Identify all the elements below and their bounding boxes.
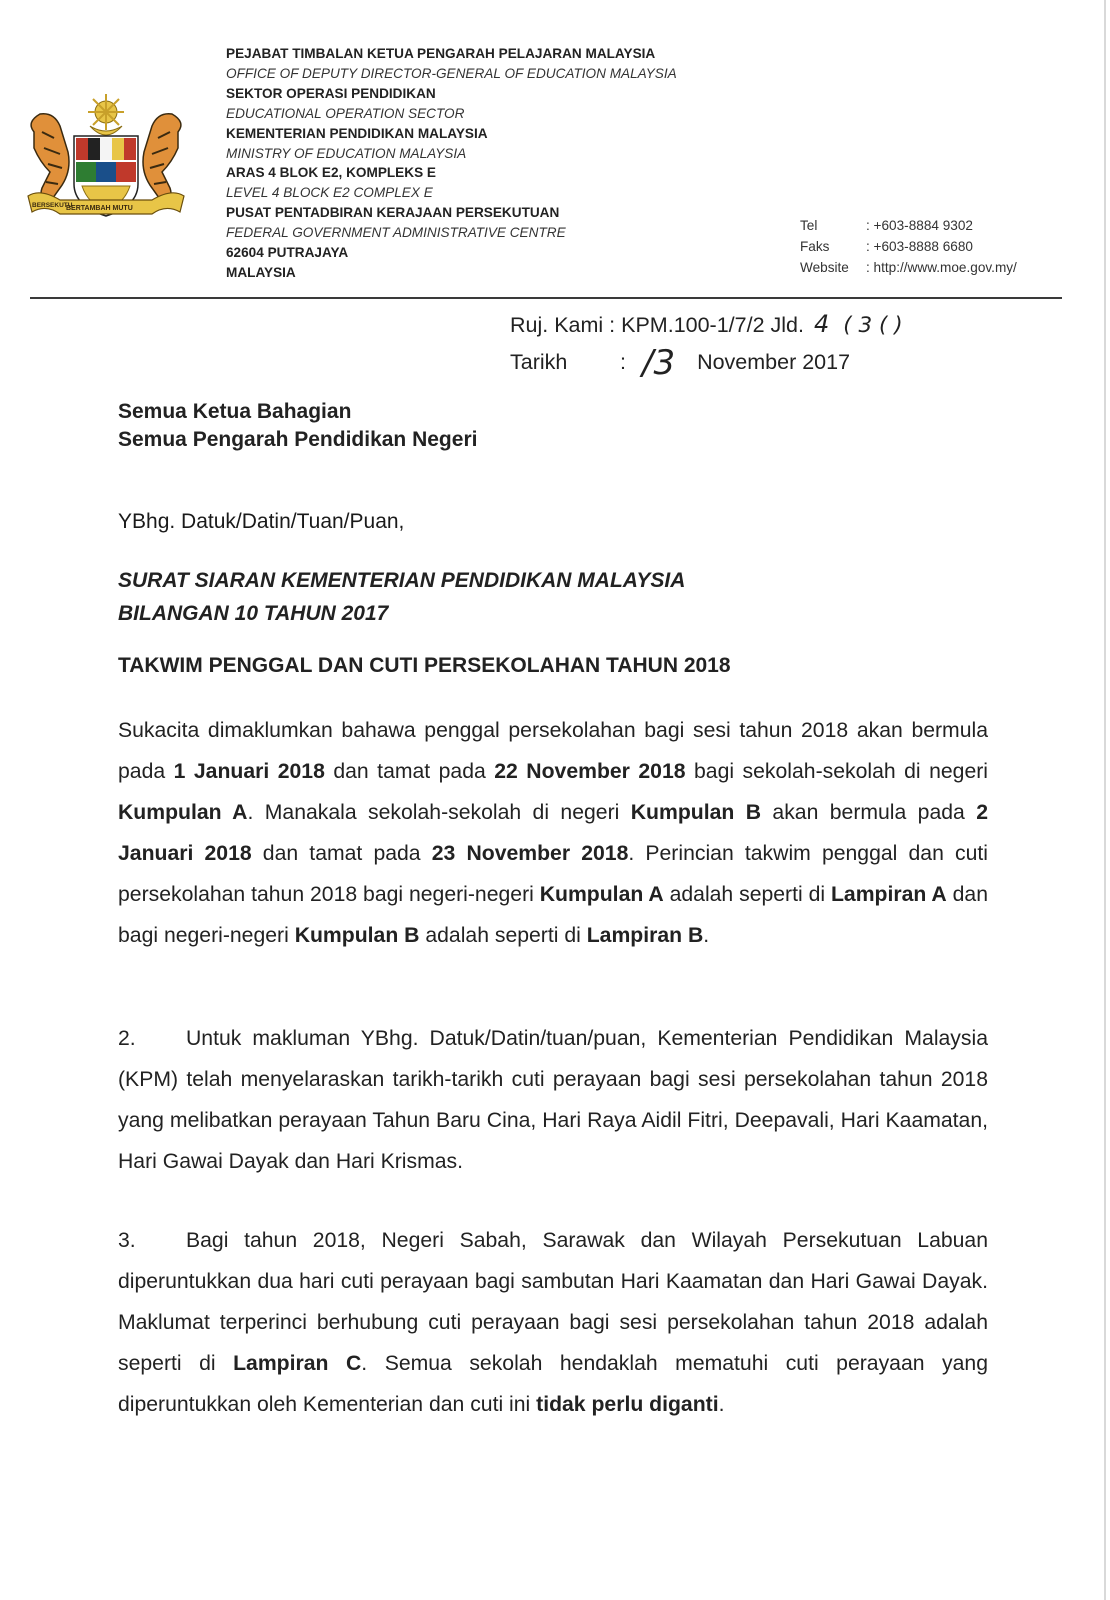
bold-text: Lampiran C: [233, 1352, 362, 1375]
bold-text: 23 November 2018: [431, 842, 629, 865]
letterhead-line: LEVEL 4 BLOCK E2 COMPLEX E: [226, 185, 433, 201]
subject-heading: TAKWIM PENGGAL DAN CUTI PERSEKOLAHAN TAHUN 2018: [118, 654, 731, 677]
contact-tel: [800, 215, 1017, 236]
text-segment: . Semua sekolah hendaklah mematuhi cuti perayaan yang diperuntukkan oleh Kementerian dan cuti ini: [118, 1352, 988, 1416]
contact-label: Website: [800, 260, 849, 275]
bold-text: Kumpulan B: [630, 801, 762, 824]
letterhead-contact: [800, 215, 1017, 278]
motto-center: BERTAMBAH MUTU: [66, 205, 133, 212]
bold-text: Kumpulan A: [539, 883, 664, 906]
letterhead-line: MALAYSIA: [226, 264, 296, 280]
letterhead-line: ARAS 4 BLOK E2, KOMPLEKS E: [226, 165, 436, 181]
tarikh-rest: November 2017: [697, 350, 851, 374]
contact-value: : +603-8888 6680: [866, 239, 973, 254]
bold-text: Lampiran A: [830, 883, 947, 906]
letterhead-line: EDUCATIONAL OPERATION SECTOR: [226, 105, 465, 121]
letterhead-line: OFFICE OF DEPUTY DIRECTOR-GENERAL OF EDUCATION MALAYSIA: [226, 65, 677, 81]
contact-label: Faks: [800, 239, 830, 254]
tarikh-sep: :: [620, 350, 626, 374]
bold-text: 1 Januari 2018: [173, 760, 325, 783]
right-tiger-icon: [143, 114, 181, 202]
letterhead-line: PEJABAT TIMBALAN KETUA PENGARAH PELAJARAN MALAYSIA: [226, 46, 656, 61]
text-segment: bagi sekolah-sekolah di negeri: [685, 760, 989, 783]
reference-block: [510, 308, 903, 383]
bold-text: 22 November 2018: [494, 760, 686, 783]
paragraph-1: [118, 710, 988, 956]
text-segment: dan tamat pada: [251, 842, 432, 865]
paragraph-2: [118, 1018, 988, 1182]
reference-row: [510, 308, 903, 342]
letterhead-line: 62604 PUTRAJAYA: [226, 245, 349, 261]
letterhead-line: KEMENTERIAN PENDIDIKAN MALAYSIA: [226, 125, 488, 141]
ruj-label: Ruj. Kami :: [510, 313, 622, 337]
circular-line: SURAT SIARAN KEMENTERIAN PENDIDIKAN MALAYSIA: [118, 569, 686, 592]
text-segment: dan tamat pada: [324, 760, 495, 783]
date-row: [510, 342, 903, 383]
bold-text: 2 Januari 2018: [118, 801, 989, 865]
contact-value: : +603-8884 9302: [866, 218, 973, 233]
star-icon: [88, 94, 124, 135]
text-segment: adalah seperti di: [663, 883, 831, 906]
contact-website: [800, 257, 1017, 278]
text-segment: Untuk makluman YBhg. Datuk/Datin/tuan/puan, Kementerian Pendidikan Malaysia (KPM) telah menyelaraskan tarikh-tarikh cuti perayaan bagi sesi persekolahan tahun 2018 yang melibatkan perayaan Tahun Baru Cina, Hari Raya Aidil Fitri, Deepavali, Hari Kaamatan, Hari Gawai Dayak dan Hari Krismas.: [118, 1027, 988, 1173]
text-segment: .: [703, 924, 710, 947]
scan-edge: [1104, 0, 1106, 1600]
bold-text: tidak perlu diganti: [536, 1393, 719, 1416]
ruj-volume-handwritten: 4: [813, 310, 830, 338]
motto-left: BERSEKUTU: [32, 202, 73, 209]
letterhead-line: SEKTOR OPERASI PENDIDIKAN: [226, 85, 436, 101]
letterhead-address: [226, 44, 677, 283]
addressee-line: Semua Pengarah Pendidikan Negeri: [118, 427, 478, 451]
bold-text: Kumpulan B: [294, 924, 420, 947]
circular-line: BILANGAN 10 TAHUN 2017: [118, 602, 389, 625]
contact-fax: [800, 236, 1017, 257]
text-segment: dan bagi negeri-negeri: [118, 883, 988, 947]
addressee-line: Semua Ketua Bahagian: [118, 400, 352, 423]
coat-of-arms: [20, 92, 192, 232]
letterhead-line: PUSAT PENTADBIRAN KERAJAAN PERSEKUTUAN: [226, 205, 560, 221]
contact-label: Tel: [800, 218, 818, 233]
text-segment: .: [718, 1393, 725, 1416]
ruj-number-handwritten: ( 3 ( ): [843, 313, 903, 338]
text-segment: Sukacita dimaklumkan bahawa penggal persekolahan bagi sesi tahun 2018 akan bermula pada: [118, 719, 988, 783]
text-segment: . Manakala sekolah-sekolah di negeri: [247, 801, 631, 824]
text-segment: Bagi tahun 2018, Negeri Sabah, Sarawak dan Wilayah Persekutuan Labuan diperuntukkan dua hari cuti perayaan bagi sambutan Hari Kaamatan dan Hari Gawai Dayak. Maklumat terperinci berhubung cuti perayaan bagi sesi persekolahan tahun 2018 adalah seperti di: [118, 1229, 988, 1375]
paragraph-3: [118, 1220, 988, 1425]
left-tiger-icon: [31, 114, 69, 202]
date-day-handwritten: /3: [641, 343, 676, 383]
letterhead-line: MINISTRY OF EDUCATION MALAYSIA: [226, 145, 467, 161]
text-segment: adalah seperti di: [419, 924, 587, 947]
circular-title: [118, 564, 685, 630]
paragraph-number: 2.: [118, 1027, 136, 1050]
text-segment: . Perincian takwim penggal dan cuti persekolahan tahun 2018 bagi negeri-negeri: [118, 842, 988, 906]
bold-text: Kumpulan A: [118, 801, 248, 824]
tarikh-label: Tarikh: [510, 350, 568, 374]
salutation: YBhg. Datuk/Datin/Tuan/Puan,: [118, 510, 405, 533]
ruj-value: KPM.100-1/7/2 Jld.: [621, 313, 804, 337]
header-divider: [30, 297, 1062, 299]
addressees: [118, 398, 477, 453]
letterhead-line: FEDERAL GOVERNMENT ADMINISTRATIVE CENTRE: [226, 225, 566, 241]
text-segment: akan bermula pada: [761, 801, 977, 824]
bold-text: Lampiran B: [586, 924, 704, 947]
paragraph-number: 3.: [118, 1229, 136, 1252]
contact-value: : http://www.moe.gov.my/: [866, 260, 1017, 275]
